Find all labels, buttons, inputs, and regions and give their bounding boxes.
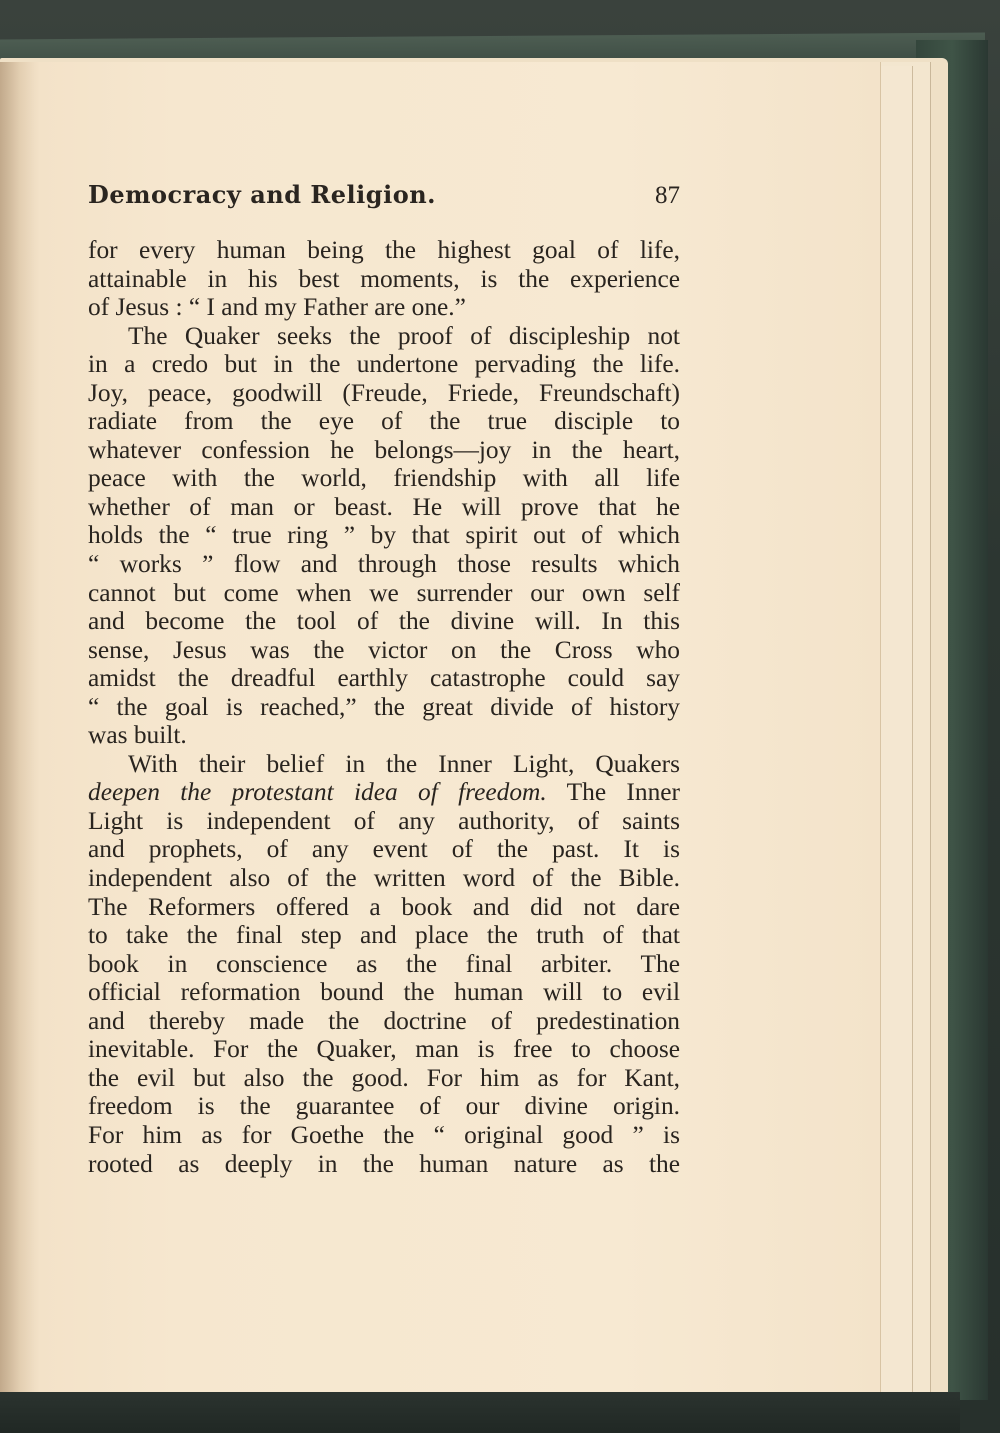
text-line: “ the goal is reached,” the great divide of history <box>88 692 680 721</box>
text-line: of Jesus : “ I and my Father are one.” <box>88 293 466 322</box>
text-line: was built. <box>88 721 187 750</box>
text-line: and thereby made the doctrine of predestination <box>88 1006 680 1035</box>
text-line: With their belief in the Inner Light, Quakers <box>128 749 680 778</box>
text-line: attainable in his best moments, is the experience <box>88 264 680 293</box>
italic-phrase: deepen the protestant idea of freedom. <box>88 778 547 807</box>
text-line: rooted as deeply in the human nature as the <box>88 1149 680 1178</box>
text-line: and prophets, of any event of the past. It is <box>88 835 680 864</box>
text-line: peace with the world, friendship with all life <box>88 464 680 493</box>
text-line: to take the final step and place the truth of that <box>88 921 680 950</box>
text-line: For him as for Goethe the “ original good ” is <box>88 1120 680 1149</box>
text-line: Joy, peace, goodwill (Freude, Friede, Freundschaft) <box>88 378 680 407</box>
running-head <box>88 180 682 220</box>
text-line: holds the “ true ring ” by that spirit out of which <box>88 521 680 550</box>
text-line: Light is independent of any authority, of saints <box>88 806 680 835</box>
gutter-shadow <box>0 62 40 1392</box>
text-line: “ works ” flow and through those results which <box>88 550 680 579</box>
text-line: radiate from the eye of the true disciple to <box>88 407 680 436</box>
text-line-mixed <box>88 778 680 807</box>
cover-bottom-edge <box>0 1392 960 1433</box>
text-line: book in conscience as the final arbiter. The <box>88 949 680 978</box>
text-line: The Reformers offered a book and did not dare <box>88 892 680 921</box>
text-line: The Quaker seeks the proof of discipleship not <box>128 321 680 350</box>
text-line: for every human being the highest goal of life, <box>88 236 680 264</box>
text-line: amidst the dreadful earthly catastrophe could say <box>88 664 680 693</box>
text-line: official reformation bound the human will to evil <box>88 978 680 1007</box>
text-line: sense, Jesus was the victor on the Cross who <box>88 635 680 664</box>
text-line: in a credo but in the undertone pervading the life. <box>88 350 680 379</box>
text-line: whether of man or beast. He will prove that he <box>88 492 680 521</box>
text-line: and become the tool of the divine will. In this <box>88 607 680 636</box>
body-text <box>88 236 680 1178</box>
text-line: the evil but also the good. For him as for Kant, <box>88 1063 680 1092</box>
text-line: whatever confession he belongs—joy in the heart, <box>88 435 680 464</box>
text-line: inevitable. For the Quaker, man is free to choose <box>88 1035 680 1064</box>
running-title: Democracy and Religion. <box>88 180 437 209</box>
text-fragment: The Inner <box>566 778 680 807</box>
page-number: 87 <box>655 182 680 209</box>
text-line: independent also of the written word of the Bible. <box>88 864 680 893</box>
text-line: cannot but come when we surrender our own self <box>88 578 680 607</box>
text-line: freedom is the guarantee of our divine origin. <box>88 1092 680 1121</box>
